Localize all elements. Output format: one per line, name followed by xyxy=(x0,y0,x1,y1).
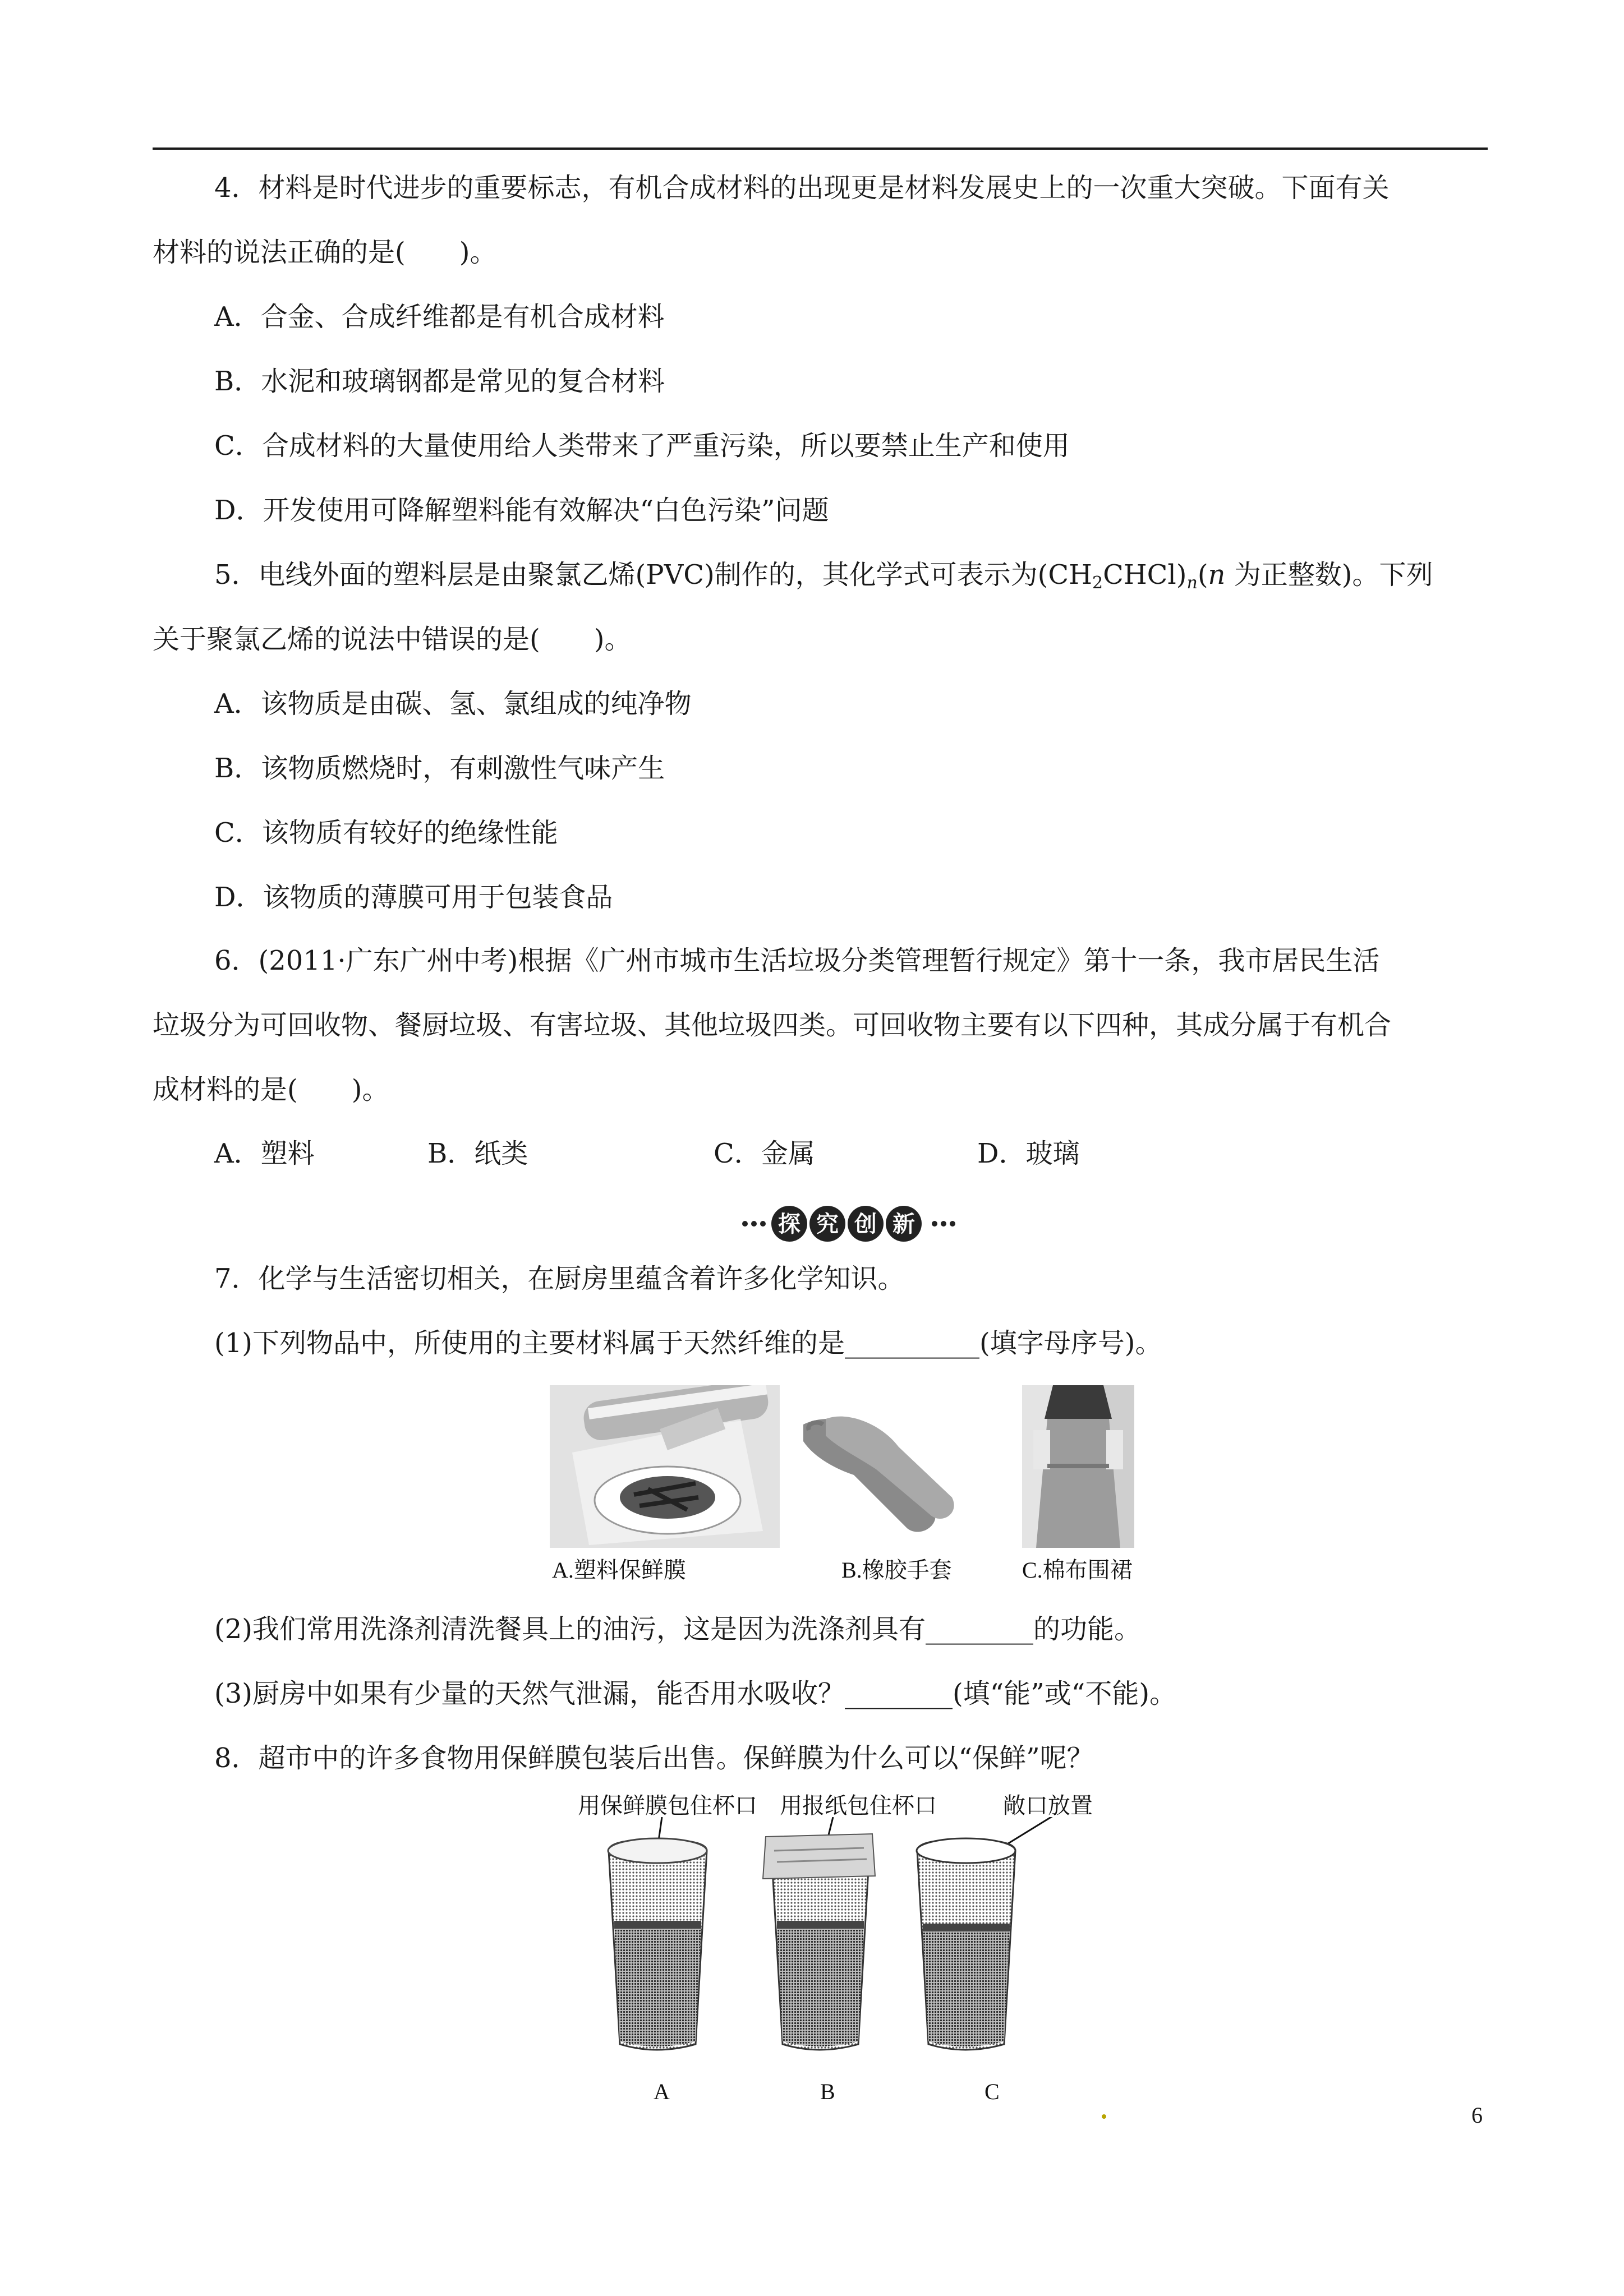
plastic-wrap-photo xyxy=(550,1385,780,1548)
banner-graphic xyxy=(739,1204,958,1243)
q4-option-c: C．合成材料的大量使用给人类带来了严重污染，所以要禁止生产和使用 xyxy=(214,430,1070,462)
q4-option-a: A．合金、合成纤维都是有机合成材料 xyxy=(214,301,665,333)
q6-option-d: D．玻璃 xyxy=(977,1138,1080,1169)
q6-stem-line1: 6．(2011·广东广州中考)根据《广州市城市生活垃圾分类管理暂行规定》第十一条，我市居民生活 xyxy=(214,945,1380,976)
stray-dot xyxy=(1102,2114,1106,2119)
q6-option-b: B．纸类 xyxy=(427,1138,528,1169)
q5-stem-line1: 5．电线外面的塑料层是由聚氯乙烯(PVC)制作的，其化学式可表示为$(CH_2CHCl)_n(n$ 为正整数)。下列 xyxy=(214,559,1433,593)
page-number: 6 xyxy=(1471,2103,1483,2128)
glass-a xyxy=(608,1838,707,2050)
q4-option-b: B．水泥和玻璃钢都是常见的复合材料 xyxy=(214,366,665,397)
q7-sub2: (2)我们常用洗涤剂清洗餐具上的油污，这是因为洗涤剂具有________的功能。 xyxy=(214,1613,1141,1645)
q5-option-b: B．该物质燃烧时，有刺激性气味产生 xyxy=(214,753,665,784)
rubber-gloves-photo xyxy=(792,1408,960,1548)
cotton-apron-photo xyxy=(1022,1385,1134,1548)
label-newspaper: 用报纸包住杯口 xyxy=(780,1793,937,1818)
q7-sub3: (3)厨房中如果有少量的天然气泄漏，能否用水吸收？________(填“能”或“不能)。 xyxy=(214,1678,1177,1709)
q7-stem: 7．化学与生活密切相关，在厨房里蕴含着许多化学知识。 xyxy=(214,1263,905,1294)
cup-letter-a: A xyxy=(654,2079,670,2104)
q6-stem-line3: 成材料的是( )。 xyxy=(153,1074,389,1105)
banner-char-4: 新 xyxy=(892,1211,915,1237)
q4-option-d: D．开发使用可降解塑料能有效解决“白色污染”问题 xyxy=(214,495,829,526)
banner-char-1: 探 xyxy=(778,1211,801,1237)
cup-letter-c: C xyxy=(984,2079,1000,2104)
q5-stem-line2: 关于聚氯乙烯的说法中错误的是( )。 xyxy=(153,624,632,655)
q6-option-c: C．金属 xyxy=(714,1138,815,1169)
q4-stem-line2: 材料的说法正确的是( )。 xyxy=(153,237,497,268)
cup-letter-b: B xyxy=(820,2079,835,2104)
q6-stem-line2: 垃圾分为可回收物、餐厨垃圾、有害垃圾、其他垃圾四类。可回收物主要有以下四种，其成分属于有机合 xyxy=(153,1009,1392,1041)
section-banner xyxy=(739,1204,958,1243)
q6-option-a: A．塑料 xyxy=(214,1138,315,1169)
caption-b: B.橡胶手套 xyxy=(841,1557,952,1583)
q5-option-d: D．该物质的薄膜可用于包装食品 xyxy=(214,882,613,913)
q4-stem-line1: 4．材料是时代进步的重要标志，有机合成材料的出现更是材料发展史上的一次重大突破。下面有关 xyxy=(214,172,1390,204)
caption-a: A.塑料保鲜膜 xyxy=(552,1557,686,1583)
q8-stem: 8．超市中的许多食物用保鲜膜包装后出售。保鲜膜为什么可以“保鲜”呢？ xyxy=(214,1742,1094,1774)
q5-option-c: C．该物质有较好的绝缘性能 xyxy=(214,817,558,849)
q5-option-a: A．该物质是由碳、氢、氯组成的纯净物 xyxy=(214,688,692,720)
caption-c: C.棉布围裙 xyxy=(1022,1557,1133,1583)
label-open: 敞口放置 xyxy=(1003,1793,1093,1818)
glass-c xyxy=(917,1838,1015,2050)
q7-sub1: (1)下列物品中，所使用的主要材料属于天然纤维的是__________(填字母序号)。 xyxy=(214,1327,1162,1359)
label-plastic-wrap: 用保鲜膜包住杯口 xyxy=(578,1793,757,1818)
banner-char-2: 究 xyxy=(816,1211,839,1237)
banner-char-3: 创 xyxy=(854,1211,877,1237)
header-rule xyxy=(153,147,1488,150)
glass-b xyxy=(763,1834,875,2050)
glasses-figure xyxy=(595,1817,1066,2064)
